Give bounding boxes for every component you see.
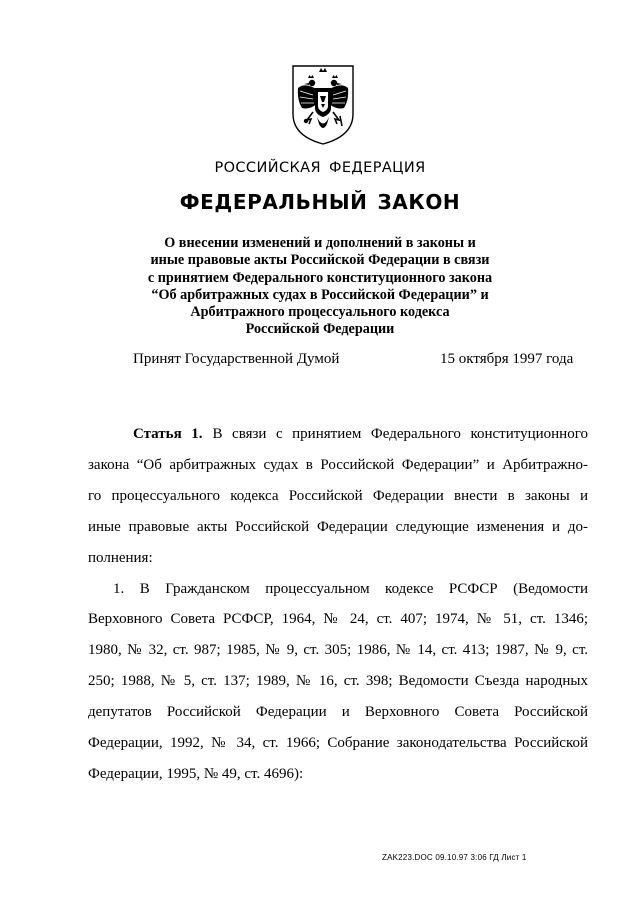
text-line: Верховного Совета РСФСР, 1964, № 24, ст. 407; 1974, № 51, ст. 1346; [88,611,588,628]
text-line [88,419,588,450]
title-line: иные правовые акты Российской Федерации в связи [150,252,490,269]
text-line: го процессуального кодекса Российской Федерации внести в законы и [88,487,588,504]
text-line: Федерации, 1995, № 49, ст. 4696): [88,765,304,782]
title-line: “Об арбитражных судах в Российской Федерации” и [151,286,489,303]
text-line: закона “Об арбитражных судах в Российской Федерации” и Арбитражно- [88,456,588,473]
law-title [120,235,520,339]
text-line: 1. В Гражданском процессуальном кодексе РСФСР (Ведомости [113,580,588,597]
text-line: депутатов Российской Федерации и Верховного Совета Российской [88,704,588,721]
country-heading [0,160,640,176]
coat-of-arms-emblem [291,64,355,146]
text-line: Федерации, 1992, № 34, ст. 1966; Собрание законодательства Российской [88,735,588,752]
adoption-date: 15 октября 1997 года [440,351,574,367]
item-1-paragraph [88,574,588,790]
text-line: иные правовые акты Российской Федерации следующие изменения и до- [88,518,588,535]
title-line: О внесении изменений и дополнений в законы и [164,235,476,251]
document-body [88,419,588,790]
article-label: Статья 1. [133,426,203,442]
title-line: Арбитражного процессуального кодекса [190,304,450,321]
doc-type-part-2: ЗАКОН [377,190,461,214]
double-headed-eagle-icon [291,64,355,146]
text-line-content: В связи с принятием Федерального конституционного [212,426,588,442]
document-type-heading [0,190,640,214]
adoption-statement: Принят Государственной Думой [133,351,340,367]
title-line: с принятием Федерального конституционного закона [147,269,493,286]
title-line: Российской Федерации [245,321,395,338]
text-line: 250; 1988, № 5, ст. 137; 1989, № 16, ст. 398; Ведомости Съезда народных [88,673,588,690]
text-line: 1980, № 32, ст. 987; 1985, № 9, ст. 305; 1986, № 14, ст. 413; 1987, № 9, ст. [88,642,588,659]
text-line: полнения: [88,549,153,566]
page-footer: ZAK223.DOC 09.10.97 3:06 ГД Лист 1 [382,853,527,862]
doc-type-part-1: ФЕДЕРАЛЬНЫЙ [179,190,368,214]
country-part-1: РОССИЙСКАЯ [214,160,321,176]
article-1-paragraph [88,419,588,574]
country-part-2: ФЕДЕРАЦИЯ [328,160,426,176]
